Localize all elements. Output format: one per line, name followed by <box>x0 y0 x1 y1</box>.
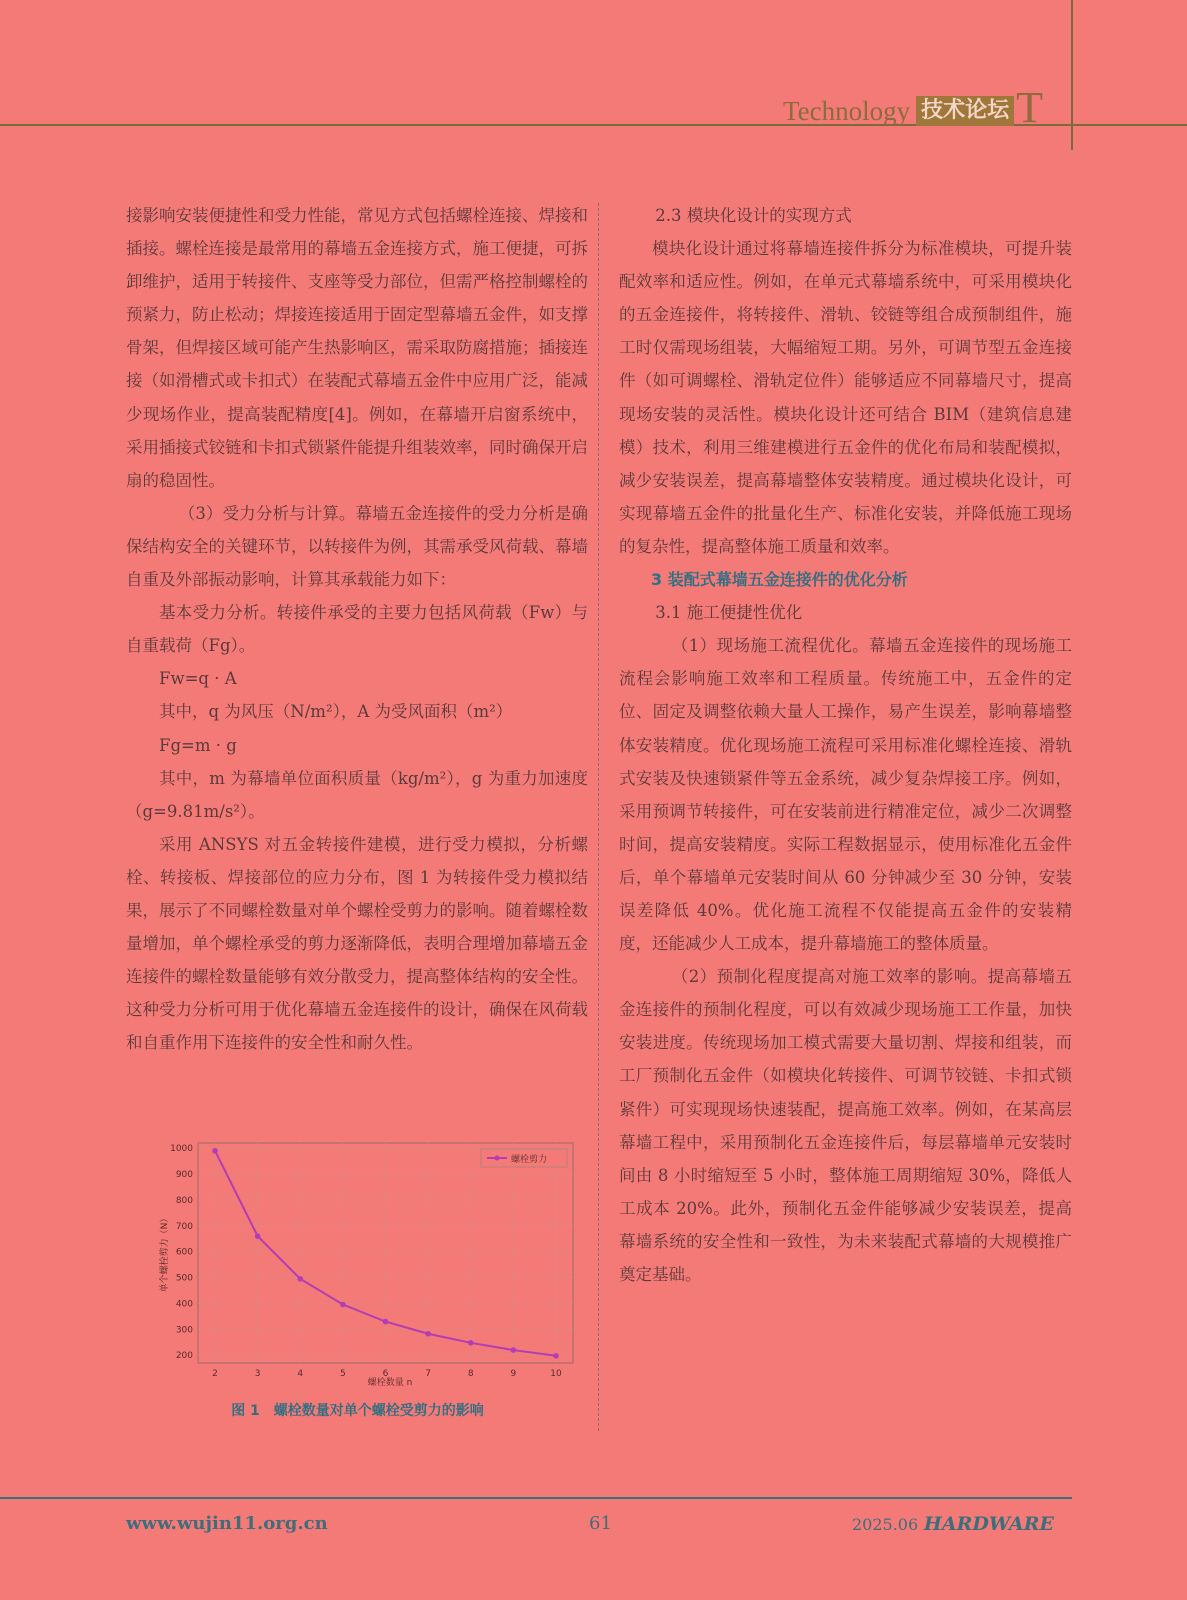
paragraph: 其中，m 为幕墙单位面积质量（kg/m²），g 为重力加速度（g=9.81m/s²）。 <box>126 768 588 821</box>
paragraph: 2.3 模块化设计的实现方式 <box>655 206 852 225</box>
header-brand <box>783 83 1043 132</box>
data-point <box>255 1233 261 1239</box>
brand-letter: T <box>1016 83 1043 132</box>
right-column <box>619 199 1072 1291</box>
header-vertical-rule <box>1071 0 1073 150</box>
footer-website[interactable]: www.wujin11.org.cn <box>126 1513 328 1534</box>
footer-rule <box>0 1497 1072 1499</box>
legend-label: 螺栓剪力 <box>511 1155 548 1165</box>
y-tick-label: 900 <box>175 1170 193 1181</box>
x-tick-label: 6 <box>382 1369 389 1379</box>
data-point <box>212 1148 218 1154</box>
paragraph: （3）受力分析与计算。幕墙五金连接件的受力分析是确保结构安全的关键环节，以转接件为例，其需承受风荷载、幕墙自重及外部振动影响，计算其承载能力如下： <box>126 503 588 590</box>
data-point <box>553 1353 559 1359</box>
x-axis-label: 螺栓数量 n <box>367 1378 413 1388</box>
paragraph: 其中，q 为风压（N/m²），A 为受风面积（m²） <box>159 702 513 722</box>
brand-box: 技术论坛 <box>916 96 1014 126</box>
y-tick-label: 500 <box>175 1273 193 1284</box>
data-point <box>383 1319 389 1325</box>
paragraph: 采用 ANSYS 对五金转接件建模，进行受力模拟，分析螺栓、转接板、焊接部位的应力分布，图 1 为转接件受力模拟结果，展示了不同螺栓数量对单个螺栓受剪力的影响。随着螺栓数量增加，单个螺栓承受的剪力逐渐降低，表明合理增加幕墙五金连接件的螺栓数量能够有效分散受力，提高整体结构的安全性。这种受力分析可用于优化幕墙五金连接件的设计，确保在风荷载和自重作用下连接件的安全性和耐久性。 <box>126 834 588 1053</box>
paragraph: （1）现场施工流程优化。幕墙五金连接件的现场施工流程会影响施工效率和工程质量。传统施工中，五金件的定位、固定及调整依赖大量人工操作，易产生误差，影响幕墙整体安装精度。优化现场施工流程可采用标准化螺栓连接、滑轨式安装及快速锁紧件等五金系统，减少复杂焊接工序。例如，采用预调节转接件，可在安装前进行精准定位，减少二次调整时间，提高安装精度。实际工程数据显示，使用标准化五金件后，单个幕墙单元安装时间从 60 分钟减少至 30 分钟，安装误差降低 40%。优化施工流程不仅能提高五金件的安装精度，还能减少人工成本，提升幕墙施工的整体质量。 <box>619 636 1072 954</box>
paragraph: 模块化设计通过将幕墙连接件拆分为标准模块，可提升装配效率和适应性。例如，在单元式幕墙系统中，可采用模块化的五金连接件，将转接件、滑轨、铰链等组合成预制组件，施工时仅需现场组装，大幅缩短工期。另外，可调节型五金连接件（如可调螺栓、滑轨定位件）能够适应不同幕墙尺寸，提高现场安装的灵活性。模块化设计还可结合 BIM（建筑信息建模）技术，利用三维建模进行五金件的优化布局和装配模拟，减少安装误差，提高幕墙整体安装精度。通过模块化设计，可实现幕墙五金件的批量化生产、标准化安装，并降低施工现场的复杂性，提高整体施工质量和效率。 <box>619 239 1072 556</box>
chart-legend <box>481 1149 567 1167</box>
issue-date: 2025.06 <box>852 1515 919 1534</box>
x-tick-label: 3 <box>254 1369 261 1379</box>
brand-word: Technology <box>783 96 911 126</box>
data-point <box>511 1347 517 1353</box>
paragraph: Fw=q · A <box>159 669 237 689</box>
y-tick-label: 300 <box>175 1325 193 1336</box>
magazine-name: HARDWARE <box>923 1513 1055 1535</box>
data-point <box>468 1340 474 1346</box>
data-point <box>297 1276 303 1282</box>
legend-marker <box>495 1156 500 1161</box>
x-tick-label: 2 <box>212 1369 218 1379</box>
y-tick-label: 700 <box>175 1221 193 1232</box>
data-point <box>340 1302 346 1308</box>
paragraph: Fg=m · g <box>159 735 237 755</box>
paragraph: 接影响安装便捷性和受力性能，常见方式包括螺栓连接、焊接和插接。螺栓连接是最常用的幕墙五金连接方式，施工便捷，可拆卸维护，适用于转接件、支座等受力部位，但需严格控制螺栓的预紧力，防止松动；焊接连接适用于固定型幕墙五金件，如支撑骨架，但焊接区域可能产生热影响区，需采取防腐措施；插接连接（如滑槽式或卡扣式）在装配式幕墙五金件中应用广泛，能减少现场作业，提高装配精度[4]。例如，在幕墙开启窗系统中，采用插接式铰链和卡扣式锁紧件能提升组装效率，同时确保开启扇的稳固性。 <box>126 206 588 490</box>
paragraph: 3.1 施工便捷性优化 <box>655 603 803 623</box>
x-tick-label: 7 <box>425 1369 431 1379</box>
left-column <box>126 199 588 1059</box>
footer-issue <box>852 1513 1054 1535</box>
paragraph: （2）预制化程度提高对施工效率的影响。提高幕墙五金连接件的预制化程度，可以有效减少现场施工工作量，加快安装进度。传统现场加工模式需要大量切割、焊接和组装，而工厂预制化五金件（如模块化转接件、可调节铰链、卡扣式锁紧件）可实现现场快速装配，提高施工效率。例如，在某高层幕墙工程中，采用预制化五金连接件后，每层幕墙单元安装时间由 8 小时缩短至 5 小时，整体施工周期缩短 30%，降低人工成本 20%。此外，预制化五金件能够减少安装误差，提高幕墙系统的安全性和一致性，为未来装配式幕墙的大规模推广奠定基础。 <box>619 967 1072 1284</box>
paragraph: 基本受力分析。转接件承受的主要力包括风荷载（Fw）与自重载荷（Fg）。 <box>126 603 588 656</box>
y-tick-label: 400 <box>175 1299 193 1310</box>
paragraph: 3 装配式幕墙五金连接件的优化分析 <box>651 570 908 590</box>
data-point <box>425 1331 431 1337</box>
x-tick-label: 5 <box>340 1369 346 1379</box>
figure-caption: 图 1 螺栓数量对单个螺栓受剪力的影响 <box>231 1403 484 1419</box>
x-tick-label: 9 <box>510 1369 517 1379</box>
y-tick-label: 1000 <box>170 1144 193 1155</box>
y-axis-label: 单个螺栓剪力（N） <box>160 1213 170 1293</box>
x-tick-label: 8 <box>467 1369 474 1379</box>
figure-chart <box>125 1135 580 1395</box>
y-tick-label: 800 <box>175 1195 193 1206</box>
column-divider <box>598 203 599 1431</box>
x-tick-label: 4 <box>297 1369 304 1379</box>
y-tick-label: 200 <box>175 1351 193 1362</box>
y-tick-label: 600 <box>175 1247 193 1258</box>
x-tick-label: 10 <box>550 1369 562 1379</box>
page-number: 61 <box>589 1513 612 1534</box>
